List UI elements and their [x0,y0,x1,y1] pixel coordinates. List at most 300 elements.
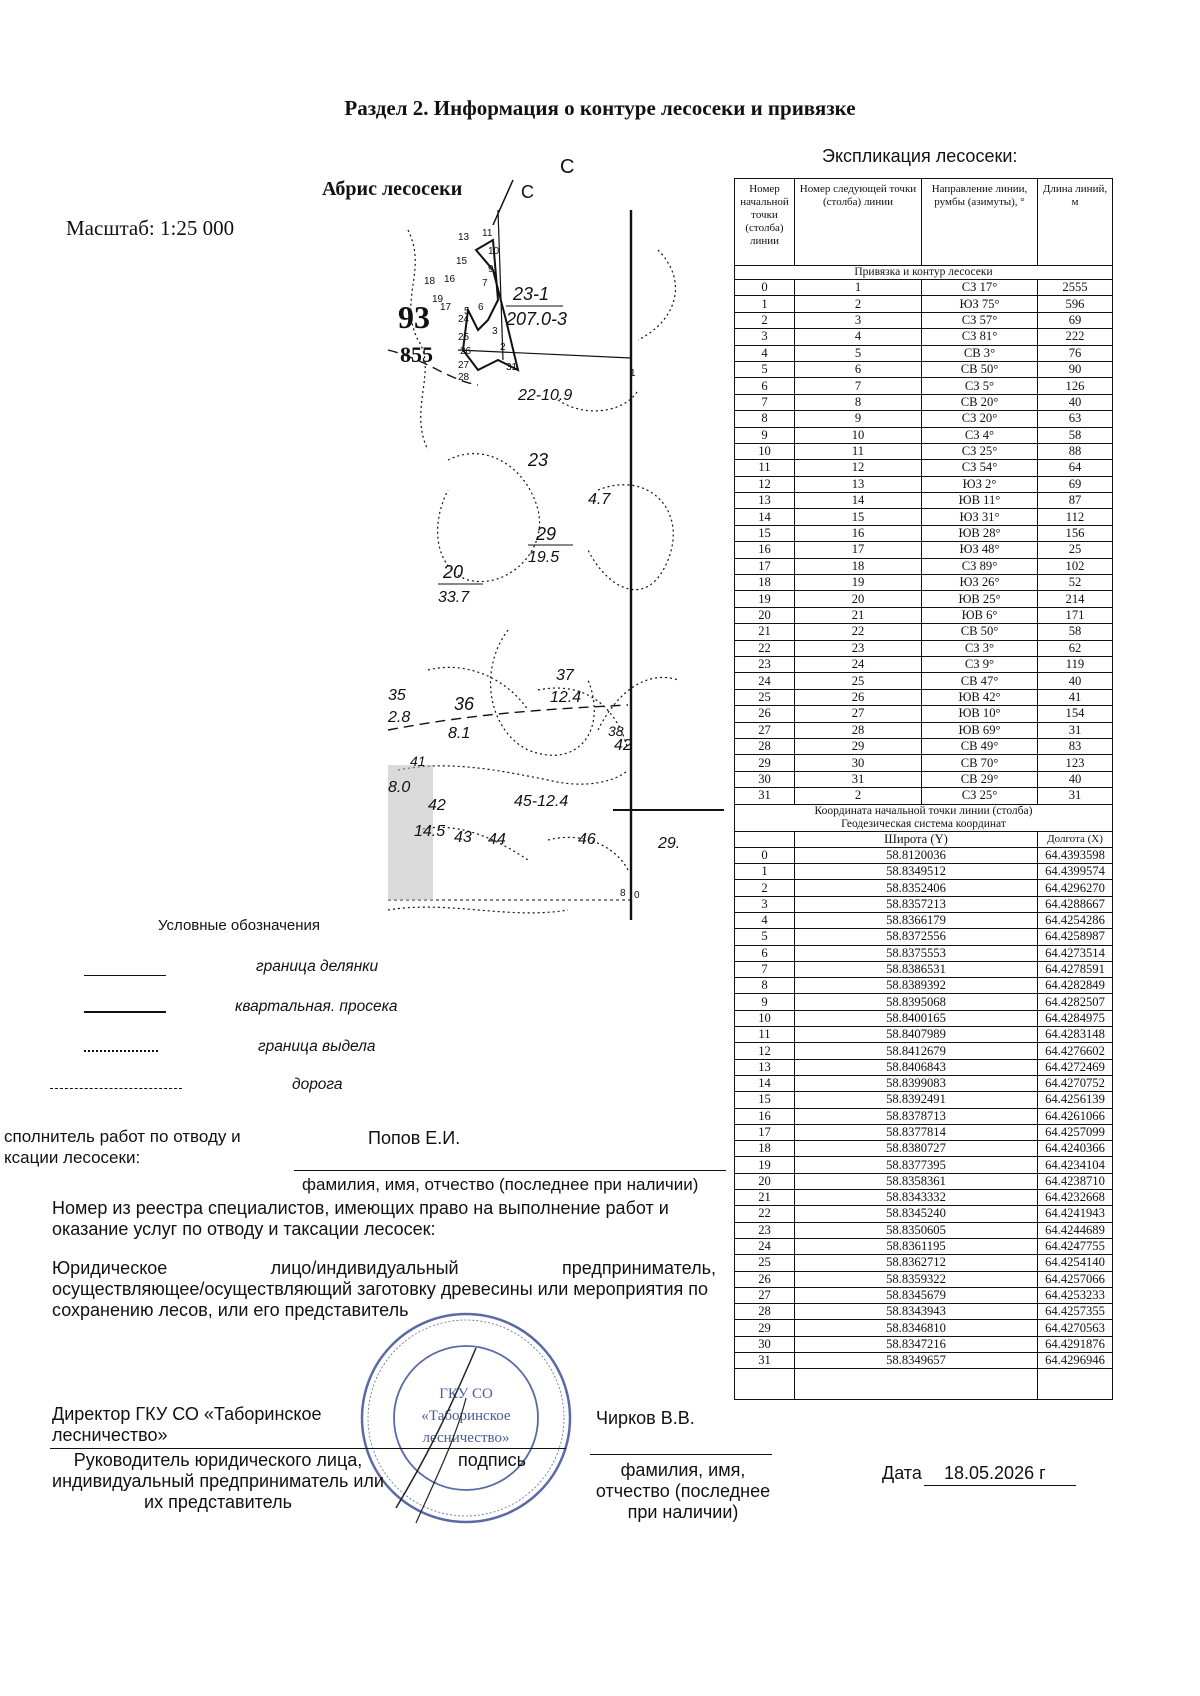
table-cell: 40 [1038,394,1113,410]
table-cell: СВ 3° [922,345,1038,361]
svg-text:207.0-3: 207.0-3 [506,309,568,329]
coord-cell: 58.8389392 [795,978,1038,994]
coord-row [735,1124,1113,1140]
coord-row [735,978,1113,994]
coord-cell: 64.4257355 [1038,1304,1113,1320]
table-cell: 23 [735,656,795,672]
table-cell: 27 [735,722,795,738]
executor-underline [294,1170,726,1171]
coord-cell: 14 [735,1075,795,1091]
table-cell: СВ 20° [922,394,1038,410]
table-cell: 83 [1038,738,1113,754]
table-cell: 11 [735,460,795,476]
table-cell: 119 [1038,656,1113,672]
svg-text:35: 35 [388,687,406,704]
coord-cell: 64.4399574 [1038,864,1113,880]
table-cell: 88 [1038,443,1113,459]
svg-text:43: 43 [454,829,472,846]
table-cell: СЗ 5° [922,378,1038,394]
date-value: 18.05.2026 г [944,1463,1046,1483]
coord-cell: 64.4283148 [1038,1027,1113,1043]
table-cell: СВ 70° [922,755,1038,771]
coord-row [735,1173,1113,1189]
table-cell: СВ 29° [922,771,1038,787]
table-cell: 2555 [1038,280,1113,296]
coord-cell: 64.4232668 [1038,1190,1113,1206]
table-row [735,722,1113,738]
road-lines [388,350,628,730]
table-cell: 87 [1038,493,1113,509]
table-cell: 7 [735,394,795,410]
svg-text:23: 23 [528,450,549,470]
svg-text:7: 7 [482,278,488,289]
table-cell: СЗ 54° [922,460,1038,476]
table-cell: 69 [1038,476,1113,492]
table-cell: 41 [1038,689,1113,705]
coord-cell: 58.8366179 [795,912,1038,928]
coord-cell: 30 [735,1336,795,1352]
coord-cell: 58.8345679 [795,1287,1038,1303]
coord-cell: 6 [735,945,795,961]
table-cell: 19 [735,591,795,607]
coord-cell: 64.4393598 [1038,847,1113,863]
svg-text:28: 28 [458,372,470,383]
svg-text:16: 16 [444,274,456,285]
north-arrow [493,180,513,225]
table-cell: СЗ 4° [922,427,1038,443]
coord-cell: 58.8380727 [795,1141,1038,1157]
table-row [735,738,1113,754]
coord-cell: 58.8349512 [795,864,1038,880]
coord-cell: 58.8372556 [795,929,1038,945]
coord-row [735,929,1113,945]
svg-text:14.5: 14.5 [414,823,446,840]
table-cell: СЗ 25° [922,443,1038,459]
coord-cell: 64.4257099 [1038,1124,1113,1140]
svg-text:6: 6 [478,302,484,313]
table-cell: 29 [735,755,795,771]
table-cell: 31 [795,771,922,787]
coord-cell: 64.4256139 [1038,1092,1113,1108]
coord-cell: 58.8358361 [795,1173,1038,1189]
table-row [735,427,1113,443]
coord-row [735,994,1113,1010]
coord-cell: 64.4244689 [1038,1222,1113,1238]
svg-text:42: 42 [614,737,632,754]
coord-cell: 58.8362712 [795,1255,1038,1271]
legend-title: Условные обозначения [158,917,321,934]
coord-row [735,1190,1113,1206]
coord-cell: 58.8400165 [795,1010,1038,1026]
table-row [735,460,1113,476]
coord-cell: 58.8345240 [795,1206,1038,1222]
binding-line [498,210,503,360]
table-cell: 171 [1038,607,1113,623]
table-cell: ЮВ 28° [922,525,1038,541]
table-cell: 3 [795,312,922,328]
section-binding: Привязка и контур лесосеки [735,266,1113,280]
table-row [735,542,1113,558]
table-cell: ЮЗ 2° [922,476,1038,492]
table-cell: 5 [735,361,795,377]
coord-cell: 58.8392491 [795,1092,1038,1108]
col-start: Номер начальной точки (столба) линии [735,179,795,266]
coord-row [735,1287,1113,1303]
table-row [735,673,1113,689]
table-cell: 28 [735,738,795,754]
table-cell: 0 [735,280,795,296]
legend-line-vydel [84,1050,158,1052]
table-row [735,575,1113,591]
coord-row [735,1320,1113,1336]
table-cell: 25 [1038,542,1113,558]
table-cell: 5 [795,345,922,361]
table-cell: 40 [1038,673,1113,689]
table-row [735,591,1113,607]
coord-cell: 8 [735,978,795,994]
abris-map [388,182,724,980]
coord-cell: 2 [735,880,795,896]
coord-cell: 64.4296270 [1038,880,1113,896]
table-cell: 31 [735,788,795,804]
table-cell: 2 [795,296,922,312]
coord-cell: 15 [735,1092,795,1108]
table-row [735,656,1113,672]
coord-row [735,1353,1113,1369]
table-cell: 21 [735,624,795,640]
table-cell: 19 [795,575,922,591]
table-cell: 40 [1038,771,1113,787]
svg-text:13: 13 [458,232,470,243]
coord-cell: 7 [735,961,795,977]
table-cell: 21 [795,607,922,623]
svg-text:8.1: 8.1 [448,725,471,742]
page-title: Раздел 2. Информация о контуре лесосеки и привязке [344,96,856,120]
table-cell: 24 [735,673,795,689]
table-cell: 112 [1038,509,1113,525]
coord-cell: 64.4276602 [1038,1043,1113,1059]
coord-cell: 58.8386531 [795,961,1038,977]
coord-cell: 58.8375553 [795,945,1038,961]
official-stamp [356,1308,576,1528]
table-row [735,329,1113,345]
explication-title: Экспликация лесосеки: [822,146,1018,166]
coord-cell: 28 [735,1304,795,1320]
coord-cell: 9 [735,994,795,1010]
svg-text:31: 31 [506,362,518,373]
table-cell: 90 [1038,361,1113,377]
table-cell: 11 [795,443,922,459]
table-cell: 22 [735,640,795,656]
coord-cell: 13 [735,1059,795,1075]
table-cell: 14 [795,493,922,509]
table-cell: 62 [1038,640,1113,656]
coord-row [735,1336,1113,1352]
coord-cell: 64.4296946 [1038,1353,1113,1369]
svg-text:9: 9 [488,264,494,275]
table-cell: СЗ 20° [922,411,1038,427]
coord-cell: 58.8412679 [795,1043,1038,1059]
table-cell: СЗ 25° [922,788,1038,804]
table-cell: ЮЗ 75° [922,296,1038,312]
coord-cell: 64.4272469 [1038,1059,1113,1075]
north-label-text: С [560,156,575,178]
table-cell: 6 [795,361,922,377]
table-cell: 16 [795,525,922,541]
coord-cell: 58.8343332 [795,1190,1038,1206]
coord-cell: 27 [735,1287,795,1303]
table-cell: 30 [795,755,922,771]
svg-text:0: 0 [634,890,640,901]
table-cell: 2 [735,312,795,328]
coord-cell: 64.4278591 [1038,961,1113,977]
coord-cell: 25 [735,1255,795,1271]
coord-cell: 58.8357213 [795,896,1038,912]
coord-row [735,1271,1113,1287]
table-cell: ЮВ 10° [922,706,1038,722]
coord-cell: 64.4282507 [1038,994,1113,1010]
svg-text:10: 10 [488,246,500,257]
table-cell: 52 [1038,575,1113,591]
table-cell: 63 [1038,411,1113,427]
coord-cell: 58.8406843 [795,1059,1038,1075]
coord-cell: 23 [735,1222,795,1238]
head-label: Руководитель юридического лица, индивидуальный предприниматель или их представитель [52,1450,384,1512]
coord-cell: 31 [735,1353,795,1369]
coord-cell: 58.8120036 [795,847,1038,863]
table-row [735,755,1113,771]
coord-row [735,896,1113,912]
svg-text:42: 42 [428,797,446,814]
legend-line-road [50,1088,182,1089]
quarter-area: 855 [400,342,433,367]
table-cell: 6 [735,378,795,394]
table-cell: СЗ 89° [922,558,1038,574]
table-row [735,378,1113,394]
table-cell: 17 [795,542,922,558]
coord-cell: 17 [735,1124,795,1140]
coord-cell: 24 [735,1238,795,1254]
coord-row [735,1010,1113,1026]
coord-row [735,1304,1113,1320]
svg-text:8: 8 [620,888,626,899]
coord-cell: 58.8346810 [795,1320,1038,1336]
svg-text:11: 11 [482,228,493,239]
table-cell: 10 [795,427,922,443]
table-cell: 1 [795,280,922,296]
fio2-caption: фамилия, имя, отчество (последнее при наличии) [595,1460,771,1522]
coord-cell: 64.4284975 [1038,1010,1113,1026]
coord-cell: 58.8350605 [795,1222,1038,1238]
legend-label-vydel: граница выдела [258,1038,376,1055]
svg-text:8.0: 8.0 [388,779,411,796]
section-coords: Координата начальной точки линии (столба) Геодезическая система координат [735,804,1113,831]
svg-text:22-10.9: 22-10.9 [518,387,573,404]
date-label: Дата [882,1463,922,1483]
table-row [735,689,1113,705]
table-cell: 58 [1038,624,1113,640]
table-cell: 1 [735,296,795,312]
coord-cell: 64.4282849 [1038,978,1113,994]
table-cell: 26 [795,689,922,705]
table-cell: 17 [735,558,795,574]
table-cell: 27 [795,706,922,722]
table-cell: 26 [735,706,795,722]
legend-label-cutting: граница делянки [256,958,379,975]
table-cell: 31 [1038,788,1113,804]
table-cell: ЮЗ 31° [922,509,1038,525]
quarter-number: 93 [398,299,430,335]
table-row [735,771,1113,787]
table-cell: 25 [735,689,795,705]
coord-cell: 64.4273514 [1038,945,1113,961]
table-row [735,607,1113,623]
table-row [735,509,1113,525]
coord-cell: 58.8347216 [795,1336,1038,1352]
svg-text:4.7: 4.7 [588,491,611,508]
north-label: С [521,182,534,202]
coord-row [735,880,1113,896]
svg-text:41: 41 [410,753,426,769]
legal-entity-text: Юридическое лицо/индивидуальный предприниматель, осуществляющее/осуществляющий заготовку древесины или мероприятия по сохранению лесов, или его представитель [52,1258,716,1320]
svg-text:лесничество»: лесничество» [422,1430,510,1446]
coord-cell: 58.8399083 [795,1075,1038,1091]
table-row [735,525,1113,541]
table-row [735,624,1113,640]
coord-cell: 20 [735,1173,795,1189]
coord-cell: 18 [735,1141,795,1157]
table-row [735,640,1113,656]
svg-text:24: 24 [458,314,470,325]
fio-caption: фамилия, имя, отчество (последнее при наличии) [302,1175,699,1194]
table-row [735,280,1113,296]
table-cell: 12 [735,476,795,492]
coord-cell: 58.8361195 [795,1238,1038,1254]
svg-text:3: 3 [492,326,498,337]
svg-text:38: 38 [608,723,624,739]
table-cell: СВ 49° [922,738,1038,754]
coord-cell: 64.4270752 [1038,1075,1113,1091]
table-cell: 126 [1038,378,1113,394]
table-cell: ЮЗ 26° [922,575,1038,591]
coord-cell: 58.8377814 [795,1124,1038,1140]
coord-cell: 10 [735,1010,795,1026]
table-cell: 156 [1038,525,1113,541]
table-cell: 222 [1038,329,1113,345]
col-lon: Долгота (X) [1038,831,1113,847]
table-cell: 12 [795,460,922,476]
executor-name: Попов Е.И. [368,1128,461,1148]
svg-text:15: 15 [456,256,468,267]
table-row [735,361,1113,377]
coord-cell: 58.8407989 [795,1027,1038,1043]
table-cell: 25 [795,673,922,689]
table-cell: 9 [795,411,922,427]
coord-cell: 64.4240366 [1038,1141,1113,1157]
table-cell: 76 [1038,345,1113,361]
director-underline [50,1448,566,1449]
table-cell: 16 [735,542,795,558]
coord-row [735,1108,1113,1124]
legend-label-quarter: квартальная. просека [235,998,398,1015]
table-row [735,558,1113,574]
coord-cell: 4 [735,912,795,928]
table-row [735,312,1113,328]
col-num [735,831,795,847]
table-cell: СВ 47° [922,673,1038,689]
coord-cell: 5 [735,929,795,945]
coord-cell: 58.8378713 [795,1108,1038,1124]
coord-cell: 58.8343943 [795,1304,1038,1320]
name-underline [590,1454,772,1455]
table-cell: 64 [1038,460,1113,476]
table-cell: 15 [735,525,795,541]
table-cell: 2 [795,788,922,804]
coord-row [735,1092,1113,1108]
col-direction: Направление линии, румбы (азимуты), ° [922,179,1038,266]
coord-row [735,1141,1113,1157]
table-cell: 4 [735,345,795,361]
table-cell: 18 [795,558,922,574]
svg-text:«Таборинское: «Таборинское [421,1408,511,1424]
coord-row [735,1043,1113,1059]
coord-cell: 22 [735,1206,795,1222]
coord-row [735,847,1113,863]
svg-text:2: 2 [500,342,506,353]
svg-text:33.7: 33.7 [438,589,470,606]
table-cell: 7 [795,378,922,394]
coord-cell: 64.4270563 [1038,1320,1113,1336]
table-cell: ЮЗ 48° [922,542,1038,558]
abris-title: Абрис лесосеки [322,178,463,200]
svg-text:36: 36 [454,694,475,714]
coord-row [735,1075,1113,1091]
svg-text:19.5: 19.5 [528,549,560,566]
table-row [735,345,1113,361]
coord-cell: 3 [735,896,795,912]
table-row [735,493,1113,509]
table-cell: 23 [795,640,922,656]
svg-text:17: 17 [440,302,452,313]
table-cell: СЗ 57° [922,312,1038,328]
coord-cell: 64.4247755 [1038,1238,1113,1254]
table-cell: СЗ 3° [922,640,1038,656]
table-cell: 123 [1038,755,1113,771]
svg-text:19: 19 [432,294,444,305]
legend-label-road: дорога [292,1076,343,1093]
coord-cell: 58.8395068 [795,994,1038,1010]
coord-row [735,961,1113,977]
table-cell: 20 [795,591,922,607]
svg-text:25: 25 [458,332,470,343]
svg-text:45-12.4: 45-12.4 [514,793,569,810]
table-cell: 10 [735,443,795,459]
coord-cell: 64.4257066 [1038,1271,1113,1287]
table-cell: 20 [735,607,795,623]
table-cell: 8 [735,411,795,427]
signature-caption: подпись [458,1450,527,1470]
table-cell: 9 [735,427,795,443]
table-row [735,411,1113,427]
coord-cell: 58.8352406 [795,880,1038,896]
coord-row [735,1238,1113,1254]
table-cell: СЗ 17° [922,280,1038,296]
coord-row [735,1255,1113,1271]
coord-cell: 58.8359322 [795,1271,1038,1287]
scale-label: Масштаб: 1:25 000 [66,216,235,240]
table-cell: ЮВ 6° [922,607,1038,623]
coord-cell: 11 [735,1027,795,1043]
